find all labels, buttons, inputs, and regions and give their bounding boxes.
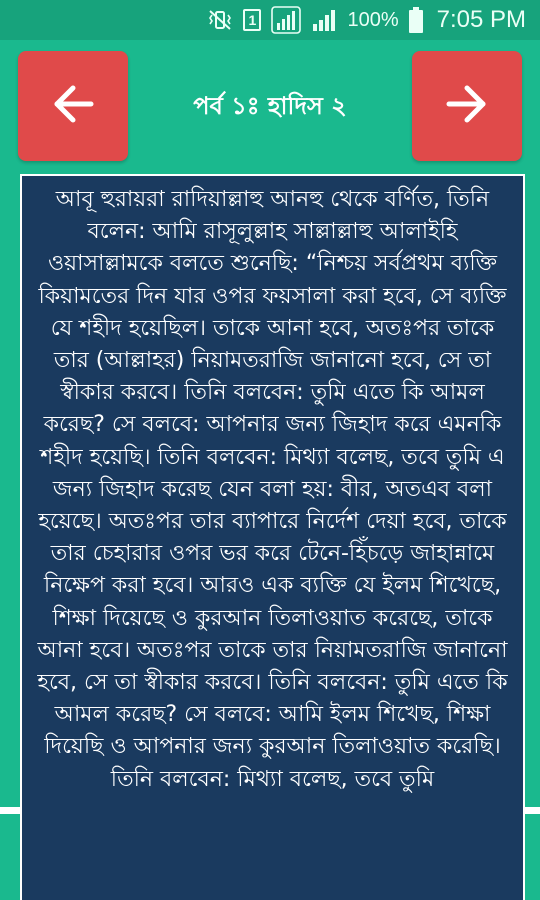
arrow-right-icon xyxy=(445,84,489,128)
battery-percent: 100% xyxy=(347,8,399,31)
status-bar xyxy=(0,0,540,40)
arrow-left-icon xyxy=(51,84,95,128)
battery-icon xyxy=(409,7,423,33)
hadith-text-panel[interactable] xyxy=(20,174,525,900)
next-button[interactable] xyxy=(412,51,522,161)
page-title: পর্ব ১ঃ হাদিস ২ xyxy=(193,92,347,120)
clock: 7:05 PM xyxy=(436,6,526,33)
sim-icon: 1 xyxy=(243,9,261,31)
signal-icon xyxy=(311,8,337,32)
signal-icon xyxy=(271,6,301,34)
mute-vibrate-icon xyxy=(207,9,233,31)
previous-button[interactable] xyxy=(18,51,128,161)
hadith-text: আবূ হুরায়রা রাদিয়াল্লাহু আনহু থেকে বর্ণিত, তিনি বলেন: আমি রাসূলুল্লাহ সাল্লাল্লাহু আলাইহি ওয়াসাল্লামকে বলতে শুনেছি: “নিশ্চয় সর্বপ্রথম ব্যক্তি কিয়ামতের দিন যার ওপর ফয়সালা করা হবে, সে ব্যক্তি যে শহীদ হয়েছিল। তাকে আনা হবে, অতঃপর তাকে তার (আল্লাহর) নিয়ামতরাজি জানানো হবে, সে তা স্বীকার করবে। তিনি বলবেন: তুমি এতে কি আমল করেছ? সে বলবে: আপনার জন্য জিহাদ করে এমনকি শহীদ হয়েছি। তিনি বলবেন: মিথ্যা বলেছ, তবে তুমি এ জন্য জিহাদ করেছ যেন বলা হয়: বীর, অতএব বলা হয়েছে। অতঃপর তার ব্যাপারে নির্দেশ দেয়া হবে, তাকে তার চেহারার ওপর ভর করে টেনে-হিঁচড়ে জাহান্নামে নিক্ষেপ করা হবে। আরও এক ব্যক্তি যে ইলম শিখেছে, শিক্ষা দিয়েছে ও কুরআন তিলাওয়াত করেছে, তাকে আনা হবে। অতঃপর তাকে তার নিয়ামতরাজি জানানো হবে, সে তা স্বীকার করবে। তিনি বলবেন: তুমি এতে কি আমল করেছ? সে বলবে: আমি ইলম শিখেছ, শিক্ষা দিয়েছি ও আপনার জন্য কুরআন তিলাওয়াত করেছি। তিনি বলবেন: মিথ্যা বলেছ, তবে তুমি xyxy=(37,187,508,792)
